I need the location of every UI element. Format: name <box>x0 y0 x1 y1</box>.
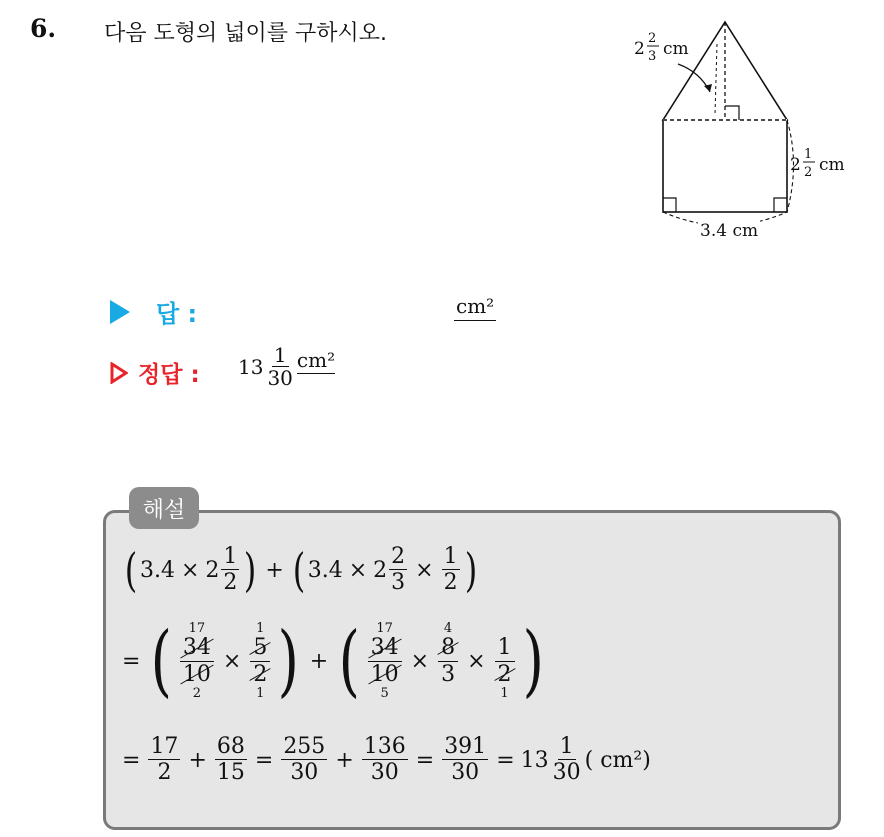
solution-line-1: ( 3.4 × 2 $\frac{1}{2}$ ) + ( 3.4 × 2 $\frac{2}{3}$ × $\frac{1}{2}$ ) <box>124 543 477 598</box>
outline-play-icon <box>110 362 128 384</box>
correct-unit: cm² <box>296 348 336 372</box>
play-icon <box>110 300 130 324</box>
triangle-height-unit: cm <box>663 39 689 59</box>
triangle-height-den: 3 <box>648 49 657 64</box>
base-label: 3.4 cm <box>700 221 759 241</box>
correct-answer-label: 정답 : <box>138 362 200 388</box>
rectangle-shape <box>663 120 787 212</box>
correct-whole: 13 <box>238 355 264 379</box>
answer-row <box>110 294 197 329</box>
triangle-height-num: 2 <box>648 31 657 46</box>
solution-tag: 해설 <box>129 487 199 529</box>
question-number: 6. <box>30 14 57 43</box>
correct-fraction: $\frac{1}{30}$ <box>267 343 293 390</box>
solution-line-2: = ( 17 34 10 2 × 1 5 2 1 ) + ( 17 34 10 5 × 4 8 3 × 1 2 1 ) <box>122 616 544 706</box>
solution-line-3: = $\frac{17}{2}$ + $\frac{68}{15}$ = $\frac{255}{30}$ + $\frac{136}{30}$ = $\frac{391}{30}$ = 13 $\frac{1}{30}$ ( cm²) <box>122 734 651 786</box>
pentagon-figure <box>630 14 860 244</box>
triangle-height-whole: 2 <box>634 39 645 59</box>
rect-height-unit: cm <box>819 155 845 175</box>
correct-answer-value <box>238 344 335 390</box>
rect-height-den: 2 <box>804 165 813 180</box>
rect-height-num: 1 <box>804 147 813 162</box>
answer-label: 답 : <box>156 300 198 328</box>
correct-answer-row <box>110 356 200 389</box>
question-text: 다음 도형의 넓이를 구하시오. <box>104 21 387 46</box>
answer-input-line[interactable]: cm² <box>454 294 496 321</box>
rect-height-whole: 2 <box>790 155 801 175</box>
